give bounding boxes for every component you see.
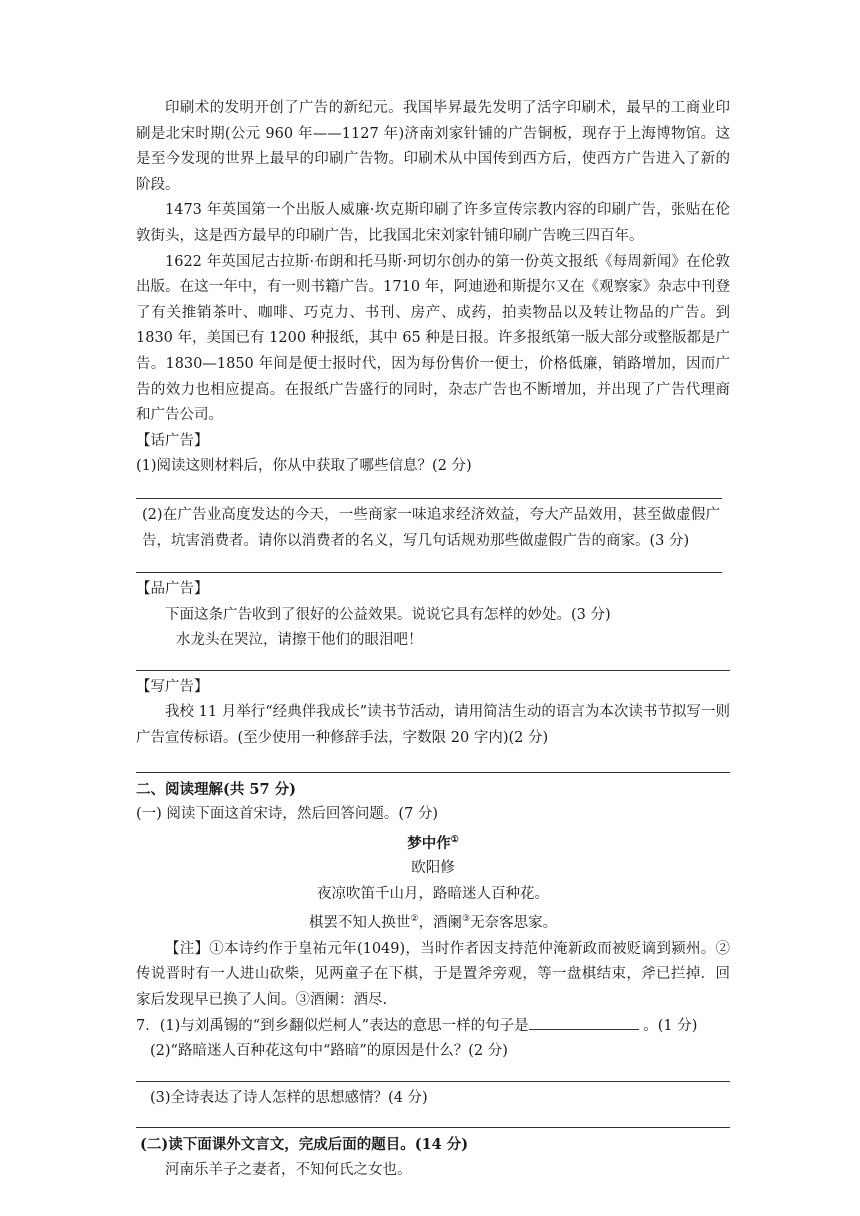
fill-blank[interactable] (529, 1015, 639, 1030)
answer-line-2[interactable] (136, 572, 722, 573)
document-page (136, 96, 730, 1184)
hua-question-1: (1)阅读这则材料后，你从中获取了哪些信息？(2 分) (136, 458, 472, 475)
xie-heading: 【写广告】 (136, 678, 209, 695)
pin-heading: 【品广告】 (136, 581, 209, 598)
answer-line-3[interactable] (136, 670, 730, 671)
question-7-1: 7．(1)与刘禹锡的“到乡翻似烂柯人”表达的意思一样的句子是 。(1 分) (136, 1014, 730, 1040)
answer-line-1[interactable] (136, 498, 722, 499)
poem-line-2: 棋罢不知人换世②，酒阑③无奈客思家。 (308, 914, 558, 932)
poem-notes: 【注】①本诗约作于皇祐元年(1049)，当时作者因支持范仲淹新政而被贬谪到颍州。②传说晋时有一人进山砍柴，见两童子在下棋，于是置斧旁观，等一盘棋结束，斧已拦掉．回家后发现早已换了人间。③酒阑：酒尽. (136, 940, 730, 1009)
pin-question: 下面这条广告收到了很好的公益效果。说说它具有怎样的妙处。(3 分) (165, 606, 611, 623)
answer-line-6[interactable] (136, 1127, 730, 1128)
poem-author: 欧阳修 (411, 860, 455, 877)
answer-line-4[interactable] (136, 772, 730, 773)
part-2-first-line: 河南乐羊子之妻者，不知何氏之女也。 (165, 1162, 412, 1179)
part-1-intro: (一) 阅读下面这首宋诗，然后回答问题。(7 分) (136, 806, 439, 823)
footnote-marker: ① (450, 834, 459, 845)
poem-title: 梦中作① (407, 834, 459, 852)
footnote-marker: ② (410, 914, 419, 925)
passage-paragraph-1: 印刷术的发明开创了广告的新纪元。我国毕昇最先发明了活字印刷术，最早的工商业印刷是北宋时期(公元 960 年——1127 年)济南刘家针铺的广告铜板，现存于上海博物馆。这是至今发现的世界上最早的印刷广告物。印刷术从中国传到西方后，使西方广告进入了新的阶段。 (136, 100, 730, 193)
answer-line-5[interactable] (136, 1081, 730, 1082)
footnote-marker: ③ (462, 914, 471, 925)
poem-line-1: 夜凉吹笛千山月，路暗迷人百种花。 (317, 885, 549, 902)
hua-heading: 【话广告】 (136, 432, 209, 449)
question-7-2: (2)“路暗迷人百种花这句中“路暗”的原因是什么？(2 分) (150, 1043, 508, 1060)
section-2-heading: 二、阅读理解(共 57 分) (136, 780, 296, 798)
passage-paragraph-2: 1473 年英国第一个出版人威廉·坎克斯印刷了许多宣传宗教内容的印刷广告，张贴在伦敦街头，这是西方最早的印刷广告，比我国北宋刘家针铺印刷广告晚三四百年。 (136, 202, 730, 244)
hua-question-2: (2)在广告业高度发达的今天，一些商家一味追求经济效益，夸大产品效用，甚至做虚假广告，坑害消费者。请你以消费者的名义，写几句话规劝那些做虚假广告的商家。(3 分) (142, 506, 720, 549)
xie-question: 我校 11 月举行“经典伴我成长”读书节活动，请用简洁生动的语言为本次读书节拟写一则广告宣传标语。(至少使用一种修辞手法，字数限 20 字内)(2 分) (136, 704, 730, 747)
pin-ad-slogan: 水龙头在哭泣，请擦干他们的眼泪吧！ (176, 632, 423, 649)
part-2-intro: (二)读下面课外文言文，完成后面的题目。(14 分) (140, 1136, 469, 1154)
question-7-3: (3)全诗表达了诗人怎样的思想感情？(4 分) (150, 1089, 428, 1106)
passage-paragraph-3: 1622 年英国尼古拉斯·布朗和托马斯·珂切尔创办的第一份英文报纸《每周新闻》在伦敦出版。在这一年中，有一则书籍广告。1710 年，阿迪逊和斯提尔又在《观察家》杂志中刊登了有关推销茶叶、咖啡、巧克力、书刊、房产、成药，拍卖物品以及转让物品的广告。到 1830 年，美国已有 1200 种报纸，其中 65 种是日报。许多报纸第一版大部分或整版都是广告。1830—1850 年间是便士报时代，因为每份售价一便士，价格低廉，销路增加，因而广告的效力也相应提高。在报纸广告盛行的同时，杂志广告也不断增加，并出现了广告代理商和广告公司。 (136, 253, 730, 424)
